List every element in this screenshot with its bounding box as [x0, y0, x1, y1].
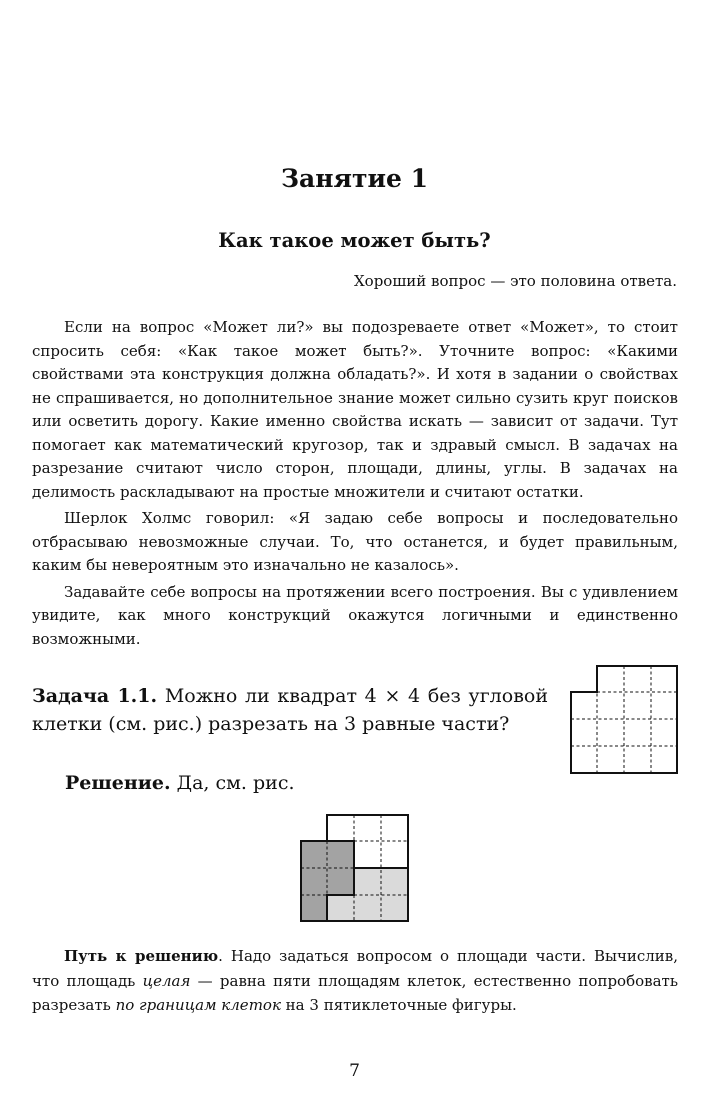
intro-paragraph-2: Шерлок Холмс говорил: «Я задаю себе вопросы и последовательно отбрасываю невозможные случаи. То, что останется, и будет правильным, каким бы невероятным это изначально не казалось». — [32, 509, 678, 574]
path-label: Путь к решению — [64, 947, 219, 965]
solution-text: Да, см. рис. — [176, 772, 295, 794]
path-text-1: . Надо задаться вопросом о площади части. Вычислив, что площадь — [32, 947, 678, 990]
grid-dashed-lines — [571, 666, 677, 773]
task-label: Задача 1.1. — [32, 685, 158, 707]
path-to-solution — [32, 944, 678, 1018]
path-text-3: на 3 пятиклеточные фигуры. — [280, 996, 517, 1014]
intro-text — [32, 316, 678, 654]
task-text: Можно ли квадрат 4 × 4 без угловой клетки (см. рис.) разрезать на 3 равные части? — [32, 685, 548, 735]
path-italic-2: по границам клеток — [115, 996, 281, 1014]
path-text-2: — равна пяти площадям клеток, естественно попробовать разрезать — [32, 971, 678, 1014]
figure-square-without-corner — [570, 665, 678, 775]
intro-paragraph-3: Задавайте себе вопросы на протяжении всего построения. Вы с удивлением увидите, как много конструкций окажутся логичными и единственно возможными. — [32, 582, 678, 648]
solution — [65, 772, 295, 794]
path-italic-1: целая — [142, 971, 191, 990]
figure-solution-cut — [300, 814, 410, 924]
epigraph: Хороший вопрос — это половина ответа. — [354, 272, 677, 290]
section-title: Как такое может быть? — [218, 229, 491, 252]
intro-paragraph-1: Если на вопрос «Может ли?» вы подозреваете ответ «Может», то стоит спросить себя: «Как такое может быть?». Уточните вопрос: «Какими свойствами эта конструкция должна обладать?». И хотя в задании о свойствах не спрашивается, но дополнительное знание может сильно сузить круг поисков или осветить дорогу. Какие именно свойства искать — зависит от задачи. Тут помогает как математический кругозор, так и здравый смысл. В задачах на разрезание считают число сторон, площади, длины, углы. В задачах на делимость раскладывают на простые множители и считают остатки. — [32, 318, 678, 501]
page-number: 7 — [349, 1061, 360, 1081]
task-1-1 — [32, 683, 548, 738]
chapter-title: Занятие 1 — [280, 164, 429, 193]
solution-label: Решение. — [65, 772, 171, 794]
